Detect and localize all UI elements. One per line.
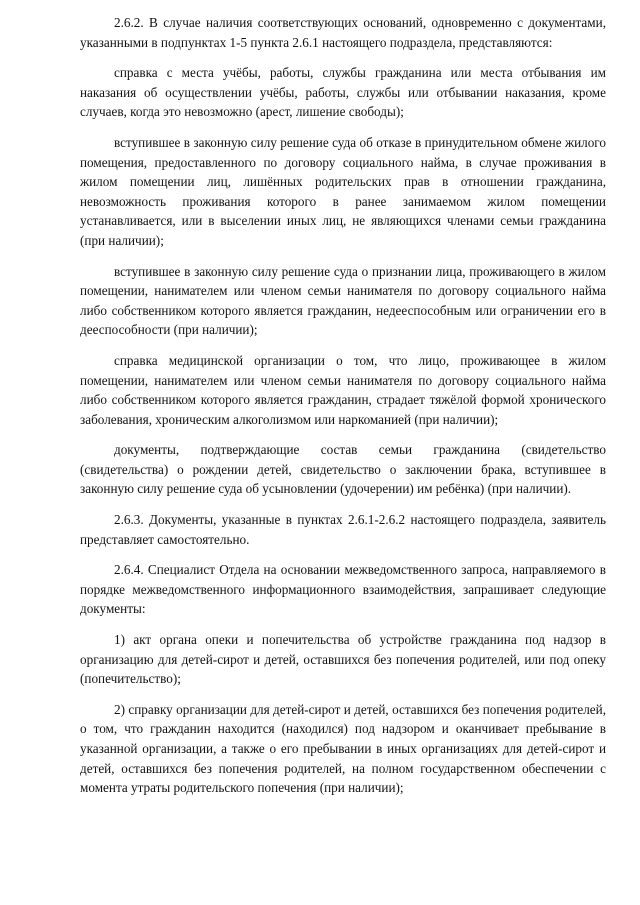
paragraph-court-incapacity: вступившее в законную силу решение суда о признании лица, проживающего в жилом помещении, нанимателем или членом семьи нанимателя по договору социального найма либо собственником которого является гражданин, недееспособным или ограничении его в дееспособности (при наличии); [80, 263, 606, 338]
paragraph-family-documents: документы, подтверждающие состав семьи гражданина (свидетельство (свидетельства) о рождении детей, свидетельство о заключении брака, вступившее в законную силу решение суда об усыновлении (удочерении) им ребёнка) (при наличии). [80, 442, 606, 497]
paragraph-2-6-3: 2.6.3. Документы, указанные в пунктах 2.6.1-2.6.2 настоящего подраздела, заявитель представляет самостоятельно. [80, 512, 606, 547]
paragraph-court-exchange-refusal: вступившее в законную силу решение суда об отказе в принудительном обмене жилого помещения, предоставленного по договору социального найма, в случае проживания в жилом помещении лиц, лишённых родительских прав в отношении гражданина, невозможность проживания которого в ранее занимаемом жилом помещении устанавливается, или в выселении иных лиц, не являющихся членами семьи гражданина (при наличии); [80, 134, 606, 248]
list-item-1: 1) акт органа опеки и попечительства об устройстве гражданина под надзор в организацию для детей-сирот и детей, оставшихся без попечения родителей, или под опеку (попечительство); [80, 632, 606, 687]
list-item-2: 2) справку организации для детей-сирот и детей, оставшихся без попечения родителей, о том, что гражданин находится (находился) под надзором и оканчивает пребывание в указанной организации, а также о его пребывании в иных организациях для детей-сирот и детей, оставшихся без попечения родителей, на полном государственном обеспечении с момента утраты родительского попечения (при наличии); [80, 701, 606, 796]
paragraph-2-6-2: 2.6.2. В случае наличия соответствующих оснований, одновременно с документами, указанными в подпунктах 1-5 пункта 2.6.1 настоящего подраздела, представляются: [80, 15, 606, 50]
paragraph-study-work-certificate: справка с места учёбы, работы, службы гражданина или места отбывания им наказания об осуществлении учёбы, работы, службы или отбывании наказания, кроме случаев, когда это невозможно (арест, лишение свободы); [80, 65, 606, 120]
paragraph-2-6-4: 2.6.4. Специалист Отдела на основании межведомственного запроса, направляемого в порядке межведомственного информационного взаимодействия, запрашивает следующие документы: [80, 562, 606, 617]
paragraph-medical-certificate: справка медицинской организации о том, что лицо, проживающее в жилом помещении, нанимателем или членом семьи нанимателя по договору социального найма либо собственником которого является гражданин, страдает тяжёлой формой хронического заболевания, хроническим алкоголизмом или наркоманией (при наличии); [80, 352, 606, 427]
